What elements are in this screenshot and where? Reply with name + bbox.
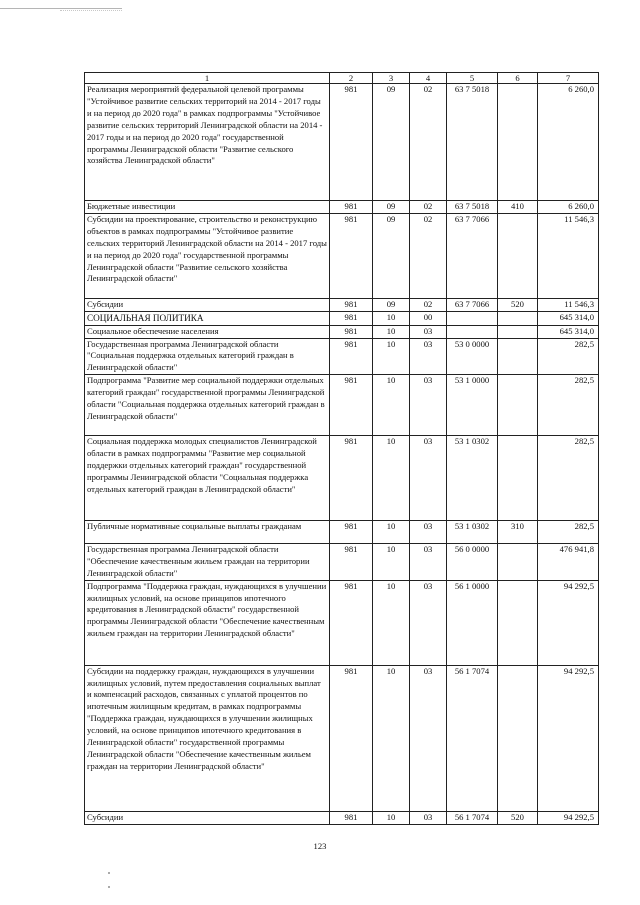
row-subsection: 03 [410, 521, 447, 544]
row-target-article: 53 1 0000 [447, 375, 498, 436]
table-row [85, 338, 599, 375]
row-name: Подпрограмма "Развитие мер социальной поддержки отдельных категорий граждан" государственной программы Ленинградской области "Социальная поддержка отдельных категорий граждан в Ленинградской области" [85, 375, 330, 436]
row-sum: 282,5 [538, 338, 599, 375]
row-grbs: 981 [330, 338, 373, 375]
row-sum: 282,5 [538, 436, 599, 521]
row-name: Подпрограмма "Поддержка граждан, нуждающихся в улучшении жилищных условий, на основе принципов ипотечного кредитования в Ленинградской области" государственной программы Ленинградской области "Обеспечение качественным жильем граждан на территории Ленинградской области" [85, 580, 330, 665]
row-expense-type [498, 436, 538, 521]
table-row [85, 201, 599, 214]
row-target-article: 53 0 0000 [447, 338, 498, 375]
row-grbs: 981 [330, 521, 373, 544]
table-row [85, 811, 599, 824]
row-section: 09 [373, 84, 410, 201]
scan-speck [108, 872, 110, 874]
row-section: 10 [373, 811, 410, 824]
page-number: 123 [313, 841, 327, 851]
row-target-article [447, 325, 498, 338]
table-row [85, 312, 599, 326]
header-cell: 2 [330, 73, 373, 84]
row-subsection: 02 [410, 84, 447, 201]
row-name: Бюджетные инвестиции [85, 201, 330, 214]
scan-artifact-line [0, 8, 122, 9]
row-expense-type [498, 544, 538, 581]
row-target-article: 56 1 0000 [447, 580, 498, 665]
row-grbs: 981 [330, 201, 373, 214]
row-target-article: 56 0 0000 [447, 544, 498, 581]
row-name: Реализация мероприятий федеральной целевой программы "Устойчивое развитие сельских территорий на 2014 - 2017 годы и на период до 2020 года" в рамках подпрограммы "Устойчивое развитие сельских территорий Ленинградской области на 2014 - 2017 годы и на период до 2020 года" государственной программы Ленинградской области "Развитие сельского хозяйства Ленинградской области" [85, 84, 330, 201]
row-sum: 282,5 [538, 375, 599, 436]
row-grbs: 981 [330, 665, 373, 811]
row-section: 10 [373, 312, 410, 326]
row-expense-type [498, 84, 538, 201]
row-section: 09 [373, 214, 410, 299]
row-target-article: 56 1 7074 [447, 811, 498, 824]
table-row [85, 544, 599, 581]
row-sum: 94 292,5 [538, 580, 599, 665]
header-cell: 7 [538, 73, 599, 84]
table-row [85, 214, 599, 299]
scan-speck [108, 886, 110, 888]
row-section: 09 [373, 201, 410, 214]
row-sum: 6 260,0 [538, 84, 599, 201]
table-row [85, 299, 599, 312]
row-name: СОЦИАЛЬНАЯ ПОЛИТИКА [85, 312, 330, 326]
row-name: Субсидии [85, 811, 330, 824]
row-sum: 282,5 [538, 521, 599, 544]
row-grbs: 981 [330, 214, 373, 299]
row-grbs: 981 [330, 84, 373, 201]
row-target-article: 53 1 0302 [447, 436, 498, 521]
row-subsection: 02 [410, 214, 447, 299]
row-expense-type [498, 375, 538, 436]
table-header-row [85, 73, 599, 84]
row-section: 10 [373, 436, 410, 521]
row-expense-type [498, 214, 538, 299]
row-subsection: 03 [410, 811, 447, 824]
scan-artifact-dotted-line [60, 10, 122, 11]
row-sum: 645 314,0 [538, 325, 599, 338]
row-subsection: 03 [410, 325, 447, 338]
row-expense-type [498, 312, 538, 326]
header-cell: 3 [373, 73, 410, 84]
row-section: 10 [373, 325, 410, 338]
row-sum: 476 941,8 [538, 544, 599, 581]
row-section: 10 [373, 580, 410, 665]
row-subsection: 03 [410, 544, 447, 581]
row-section: 10 [373, 375, 410, 436]
row-grbs: 981 [330, 580, 373, 665]
row-sum: 645 314,0 [538, 312, 599, 326]
row-sum: 11 546,3 [538, 214, 599, 299]
row-expense-type [498, 338, 538, 375]
row-target-article: 63 7 5018 [447, 84, 498, 201]
row-subsection: 00 [410, 312, 447, 326]
table-row [85, 325, 599, 338]
header-cell: 4 [410, 73, 447, 84]
row-section: 10 [373, 544, 410, 581]
row-grbs: 981 [330, 312, 373, 326]
row-subsection: 03 [410, 580, 447, 665]
table-row [85, 84, 599, 201]
row-sum: 94 292,5 [538, 811, 599, 824]
row-expense-type: 310 [498, 521, 538, 544]
row-target-article: 63 7 5018 [447, 201, 498, 214]
header-cell: 5 [447, 73, 498, 84]
row-grbs: 981 [330, 299, 373, 312]
row-target-article: 63 7 7066 [447, 214, 498, 299]
table-row [85, 665, 599, 811]
table-row [85, 375, 599, 436]
row-sum: 94 292,5 [538, 665, 599, 811]
header-cell: 6 [498, 73, 538, 84]
row-expense-type [498, 665, 538, 811]
row-sum: 11 546,3 [538, 299, 599, 312]
row-grbs: 981 [330, 375, 373, 436]
row-grbs: 981 [330, 325, 373, 338]
row-section: 10 [373, 665, 410, 811]
row-section: 09 [373, 299, 410, 312]
row-section: 10 [373, 338, 410, 375]
row-name: Публичные нормативные социальные выплаты гражданам [85, 521, 330, 544]
row-subsection: 03 [410, 436, 447, 521]
row-grbs: 981 [330, 544, 373, 581]
budget-table [84, 72, 599, 825]
row-grbs: 981 [330, 811, 373, 824]
row-expense-type: 520 [498, 811, 538, 824]
row-name: Субсидии на проектирование, строительство и реконструкцию объектов в рамках подпрограммы "Устойчивое развитие сельских территорий Ленинградской области на 2014 - 2017 годы и на период до 2020 года" государственной программы Ленинградской области "Развитие сельского хозяйства Ленинградской области" [85, 214, 330, 299]
row-sum: 6 260,0 [538, 201, 599, 214]
row-subsection: 02 [410, 299, 447, 312]
row-name: Социальное обеспечение населения [85, 325, 330, 338]
row-subsection: 03 [410, 665, 447, 811]
row-section: 10 [373, 521, 410, 544]
row-subsection: 02 [410, 201, 447, 214]
row-target-article: 63 7 7066 [447, 299, 498, 312]
row-target-article [447, 312, 498, 326]
row-expense-type [498, 580, 538, 665]
row-subsection: 03 [410, 338, 447, 375]
row-expense-type: 410 [498, 201, 538, 214]
row-name: Государственная программа Ленинградской области "Социальная поддержка отдельных категорий граждан в Ленинградской области" [85, 338, 330, 375]
table-row [85, 436, 599, 521]
table-row [85, 521, 599, 544]
row-subsection: 03 [410, 375, 447, 436]
row-grbs: 981 [330, 436, 373, 521]
table-row [85, 580, 599, 665]
row-name: Государственная программа Ленинградской области "Обеспечение качественным жильем граждан на территории Ленинградской области" [85, 544, 330, 581]
row-name: Субсидии на поддержку граждан, нуждающихся в улучшении жилищных условий, путем предоставления социальных выплат и компенсаций расходов, связанных с уплатой процентов по ипотечным жилищным кредитам, в рамках подпрограммы "Поддержка граждан, нуждающихся в улучшении жилищных условий, на основе принципов ипотечного кредитования в Ленинградской области" государственной программы Ленинградской области "Обеспечение качественным жильем граждан на территории Ленинградской области" [85, 665, 330, 811]
row-target-article: 56 1 7074 [447, 665, 498, 811]
row-target-article: 53 1 0302 [447, 521, 498, 544]
row-name: Субсидии [85, 299, 330, 312]
header-cell: 1 [85, 73, 330, 84]
row-name: Социальная поддержка молодых специалистов Ленинградской области в рамках подпрограммы "Развитие мер социальной поддержки отдельных категорий граждан" государственной программы Ленинградской области "Социальная поддержка отдельных категорий граждан в Ленинградской области" [85, 436, 330, 521]
row-expense-type: 520 [498, 299, 538, 312]
row-expense-type [498, 325, 538, 338]
